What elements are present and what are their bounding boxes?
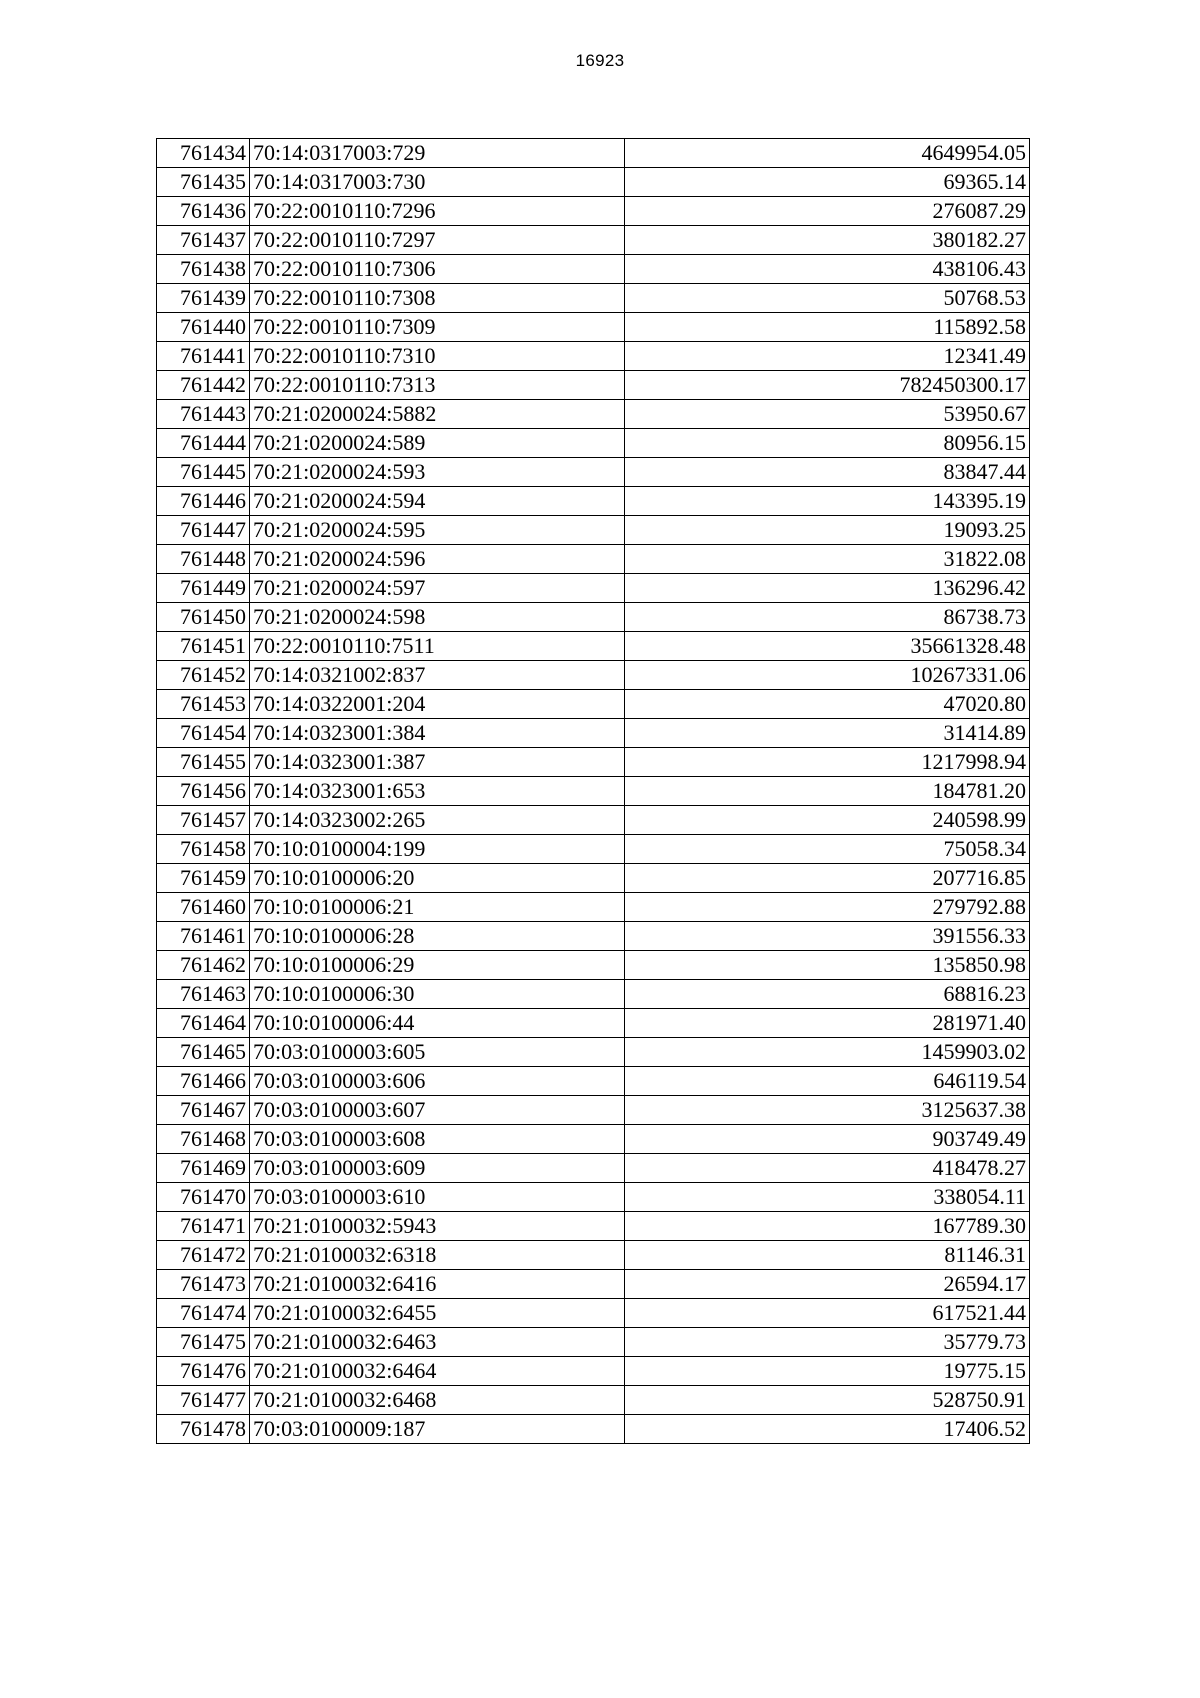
- value-cell: 50768.53: [625, 284, 1030, 313]
- cadastral-number-cell: 70:21:0200024:5882: [250, 400, 625, 429]
- cadastral-number-cell: 70:03:0100009:187: [250, 1415, 625, 1444]
- row-id-cell: 761453: [157, 690, 250, 719]
- value-cell: 80956.15: [625, 429, 1030, 458]
- value-cell: 338054.11: [625, 1183, 1030, 1212]
- table-row: [157, 806, 1030, 835]
- row-id-cell: 761457: [157, 806, 250, 835]
- table-row: [157, 284, 1030, 313]
- page-number: 16923: [575, 51, 625, 70]
- value-cell: 380182.27: [625, 226, 1030, 255]
- cadastral-number-cell: 70:22:0010110:7313: [250, 371, 625, 400]
- row-id-cell: 761434: [157, 139, 250, 168]
- table-row: [157, 168, 1030, 197]
- value-cell: 418478.27: [625, 1154, 1030, 1183]
- table-row: [157, 400, 1030, 429]
- cadastral-number-cell: 70:03:0100003:607: [250, 1096, 625, 1125]
- table-row: [157, 371, 1030, 400]
- cadastral-number-cell: 70:21:0200024:598: [250, 603, 625, 632]
- cadastral-number-cell: 70:03:0100003:610: [250, 1183, 625, 1212]
- cadastral-number-cell: 70:10:0100006:29: [250, 951, 625, 980]
- value-cell: 26594.17: [625, 1270, 1030, 1299]
- row-id-cell: 761438: [157, 255, 250, 284]
- row-id-cell: 761463: [157, 980, 250, 1009]
- value-cell: 83847.44: [625, 458, 1030, 487]
- value-cell: 617521.44: [625, 1299, 1030, 1328]
- table-row: [157, 661, 1030, 690]
- cadastral-number-cell: 70:14:0323001:653: [250, 777, 625, 806]
- row-id-cell: 761444: [157, 429, 250, 458]
- value-cell: 1217998.94: [625, 748, 1030, 777]
- table-row: [157, 1270, 1030, 1299]
- value-cell: 276087.29: [625, 197, 1030, 226]
- cadastral-number-cell: 70:21:0100032:6464: [250, 1357, 625, 1386]
- cadastral-number-cell: 70:22:0010110:7306: [250, 255, 625, 284]
- value-cell: 207716.85: [625, 864, 1030, 893]
- row-id-cell: 761465: [157, 1038, 250, 1067]
- row-id-cell: 761435: [157, 168, 250, 197]
- table-row: [157, 197, 1030, 226]
- value-cell: 281971.40: [625, 1009, 1030, 1038]
- row-id-cell: 761439: [157, 284, 250, 313]
- cadastral-number-cell: 70:14:0322001:204: [250, 690, 625, 719]
- value-cell: 17406.52: [625, 1415, 1030, 1444]
- value-cell: 75058.34: [625, 835, 1030, 864]
- row-id-cell: 761473: [157, 1270, 250, 1299]
- cadastral-number-cell: 70:22:0010110:7297: [250, 226, 625, 255]
- table-row: [157, 1415, 1030, 1444]
- row-id-cell: 761466: [157, 1067, 250, 1096]
- value-cell: 1459903.02: [625, 1038, 1030, 1067]
- row-id-cell: 761451: [157, 632, 250, 661]
- cadastral-number-cell: 70:21:0200024:594: [250, 487, 625, 516]
- row-id-cell: 761456: [157, 777, 250, 806]
- cadastral-number-cell: 70:03:0100003:608: [250, 1125, 625, 1154]
- table-row: [157, 255, 1030, 284]
- table-row: [157, 719, 1030, 748]
- value-cell: 12341.49: [625, 342, 1030, 371]
- value-cell: 4649954.05: [625, 139, 1030, 168]
- row-id-cell: 761450: [157, 603, 250, 632]
- value-cell: 279792.88: [625, 893, 1030, 922]
- table-row: [157, 690, 1030, 719]
- cadastral-number-cell: 70:10:0100006:28: [250, 922, 625, 951]
- cadastral-number-cell: 70:21:0100032:6468: [250, 1386, 625, 1415]
- row-id-cell: 761442: [157, 371, 250, 400]
- value-cell: 10267331.06: [625, 661, 1030, 690]
- row-id-cell: 761469: [157, 1154, 250, 1183]
- cadastral-number-cell: 70:21:0200024:589: [250, 429, 625, 458]
- cadastral-number-cell: 70:03:0100003:606: [250, 1067, 625, 1096]
- table-row: [157, 922, 1030, 951]
- table-row: [157, 313, 1030, 342]
- table-row: [157, 1125, 1030, 1154]
- value-cell: 528750.91: [625, 1386, 1030, 1415]
- table-row: [157, 1241, 1030, 1270]
- row-id-cell: 761472: [157, 1241, 250, 1270]
- cadastral-number-cell: 70:10:0100006:44: [250, 1009, 625, 1038]
- table-row: [157, 429, 1030, 458]
- table-row: [157, 1357, 1030, 1386]
- row-id-cell: 761461: [157, 922, 250, 951]
- row-id-cell: 761437: [157, 226, 250, 255]
- row-id-cell: 761436: [157, 197, 250, 226]
- table-row: [157, 226, 1030, 255]
- row-id-cell: 761443: [157, 400, 250, 429]
- row-id-cell: 761471: [157, 1212, 250, 1241]
- value-cell: 143395.19: [625, 487, 1030, 516]
- cadastral-number-cell: 70:21:0100032:6463: [250, 1328, 625, 1357]
- row-id-cell: 761476: [157, 1357, 250, 1386]
- table-row: [157, 1154, 1030, 1183]
- table-row: [157, 748, 1030, 777]
- row-id-cell: 761452: [157, 661, 250, 690]
- table-row: [157, 835, 1030, 864]
- row-id-cell: 761467: [157, 1096, 250, 1125]
- row-id-cell: 761474: [157, 1299, 250, 1328]
- table-row: [157, 487, 1030, 516]
- value-cell: 115892.58: [625, 313, 1030, 342]
- cadastral-number-cell: 70:21:0100032:6318: [250, 1241, 625, 1270]
- value-cell: 86738.73: [625, 603, 1030, 632]
- row-id-cell: 761458: [157, 835, 250, 864]
- cadastral-number-cell: 70:22:0010110:7511: [250, 632, 625, 661]
- cadastral-value-table: [156, 138, 1030, 1444]
- value-cell: 135850.98: [625, 951, 1030, 980]
- row-id-cell: 761448: [157, 545, 250, 574]
- row-id-cell: 761477: [157, 1386, 250, 1415]
- cadastral-number-cell: 70:14:0323001:384: [250, 719, 625, 748]
- table-row: [157, 603, 1030, 632]
- value-cell: 68816.23: [625, 980, 1030, 1009]
- cadastral-number-cell: 70:14:0317003:729: [250, 139, 625, 168]
- value-cell: 81146.31: [625, 1241, 1030, 1270]
- value-cell: 53950.67: [625, 400, 1030, 429]
- table-row: [157, 458, 1030, 487]
- cadastral-number-cell: 70:10:0100006:30: [250, 980, 625, 1009]
- cadastral-number-cell: 70:03:0100003:609: [250, 1154, 625, 1183]
- table-row: [157, 632, 1030, 661]
- value-cell: 31414.89: [625, 719, 1030, 748]
- row-id-cell: 761462: [157, 951, 250, 980]
- cadastral-number-cell: 70:22:0010110:7310: [250, 342, 625, 371]
- row-id-cell: 761478: [157, 1415, 250, 1444]
- cadastral-number-cell: 70:14:0317003:730: [250, 168, 625, 197]
- table-row: [157, 893, 1030, 922]
- row-id-cell: 761449: [157, 574, 250, 603]
- row-id-cell: 761446: [157, 487, 250, 516]
- value-cell: 391556.33: [625, 922, 1030, 951]
- cadastral-number-cell: 70:21:0100032:5943: [250, 1212, 625, 1241]
- cadastral-number-cell: 70:03:0100003:605: [250, 1038, 625, 1067]
- row-id-cell: 761468: [157, 1125, 250, 1154]
- row-id-cell: 761440: [157, 313, 250, 342]
- cadastral-number-cell: 70:21:0200024:597: [250, 574, 625, 603]
- value-cell: 240598.99: [625, 806, 1030, 835]
- cadastral-number-cell: 70:21:0100032:6416: [250, 1270, 625, 1299]
- table-row: [157, 139, 1030, 168]
- table-row: [157, 951, 1030, 980]
- cadastral-number-cell: 70:21:0100032:6455: [250, 1299, 625, 1328]
- row-id-cell: 761459: [157, 864, 250, 893]
- cadastral-number-cell: 70:22:0010110:7309: [250, 313, 625, 342]
- table-row: [157, 864, 1030, 893]
- table-row: [157, 516, 1030, 545]
- row-id-cell: 761441: [157, 342, 250, 371]
- value-cell: 167789.30: [625, 1212, 1030, 1241]
- table-row: [157, 545, 1030, 574]
- table-row: [157, 1386, 1030, 1415]
- row-id-cell: 761464: [157, 1009, 250, 1038]
- table-body: [157, 139, 1030, 1444]
- table-row: [157, 777, 1030, 806]
- row-id-cell: 761470: [157, 1183, 250, 1212]
- row-id-cell: 761447: [157, 516, 250, 545]
- cadastral-number-cell: 70:22:0010110:7308: [250, 284, 625, 313]
- table-row: [157, 1183, 1030, 1212]
- row-id-cell: 761455: [157, 748, 250, 777]
- value-cell: 35779.73: [625, 1328, 1030, 1357]
- value-cell: 646119.54: [625, 1067, 1030, 1096]
- cadastral-number-cell: 70:10:0100006:20: [250, 864, 625, 893]
- value-cell: 184781.20: [625, 777, 1030, 806]
- cadastral-number-cell: 70:10:0100006:21: [250, 893, 625, 922]
- table-row: [157, 342, 1030, 371]
- value-cell: 19775.15: [625, 1357, 1030, 1386]
- value-cell: 438106.43: [625, 255, 1030, 284]
- cadastral-number-cell: 70:21:0200024:593: [250, 458, 625, 487]
- table-row: [157, 1009, 1030, 1038]
- value-cell: 136296.42: [625, 574, 1030, 603]
- row-id-cell: 761475: [157, 1328, 250, 1357]
- row-id-cell: 761454: [157, 719, 250, 748]
- table-row: [157, 1067, 1030, 1096]
- table-row: [157, 1096, 1030, 1125]
- row-id-cell: 761460: [157, 893, 250, 922]
- value-cell: 903749.49: [625, 1125, 1030, 1154]
- value-cell: 3125637.38: [625, 1096, 1030, 1125]
- table-row: [157, 1212, 1030, 1241]
- cadastral-number-cell: 70:14:0323002:265: [250, 806, 625, 835]
- cadastral-number-cell: 70:10:0100004:199: [250, 835, 625, 864]
- value-cell: 35661328.48: [625, 632, 1030, 661]
- table-row: [157, 1038, 1030, 1067]
- value-cell: 782450300.17: [625, 371, 1030, 400]
- cadastral-number-cell: 70:21:0200024:595: [250, 516, 625, 545]
- table-row: [157, 1299, 1030, 1328]
- table-row: [157, 1328, 1030, 1357]
- cadastral-number-cell: 70:21:0200024:596: [250, 545, 625, 574]
- row-id-cell: 761445: [157, 458, 250, 487]
- value-cell: 19093.25: [625, 516, 1030, 545]
- value-cell: 69365.14: [625, 168, 1030, 197]
- cadastral-number-cell: 70:14:0323001:387: [250, 748, 625, 777]
- value-cell: 31822.08: [625, 545, 1030, 574]
- table-row: [157, 574, 1030, 603]
- value-cell: 47020.80: [625, 690, 1030, 719]
- cadastral-number-cell: 70:22:0010110:7296: [250, 197, 625, 226]
- cadastral-number-cell: 70:14:0321002:837: [250, 661, 625, 690]
- table-row: [157, 980, 1030, 1009]
